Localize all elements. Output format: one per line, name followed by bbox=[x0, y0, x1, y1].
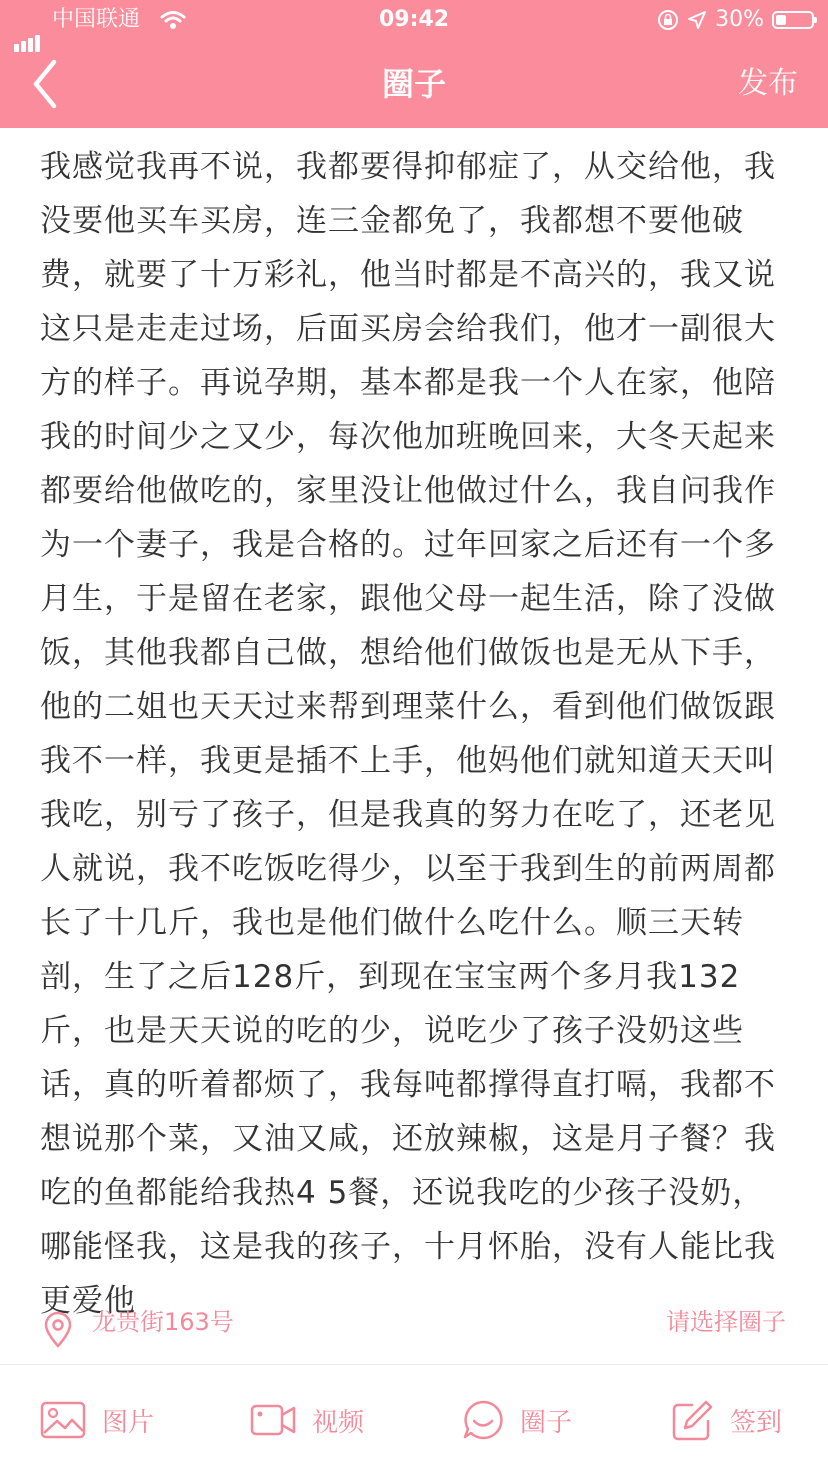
status-bar bbox=[0, 0, 828, 40]
post-text-area[interactable]: 我感觉我再不说，我都要得抑郁症了，从交给他，我没要他买车买房，连三金都免了，我都想不要他破费，就要了十万彩礼，他当时都是不高兴的，我又说这只是走走过场，后面买房会给我们，他才一副很大方的样子。再说孕期，基本都是我一个人在家，他陪我的时间少之又少，每次他加班晚回来，大冬天起来都要给他做吃的，家里没让他做过什么，我自问我作为一个妻子，我是合格的。过年回家之后还有一个多月生，于是留在老家，跟他父母一起生活，除了没做饭，其他我都自己做，想给他们做饭也是无从下手，他的二姐也天天过来帮到理菜什么，看到他们做饭跟我不一样，我更是插不上手，他妈他们就知道天天叫我吃，别亏了孩子，但是我真的努力在吃了，还老见人就说，我不吃饭吃得少，以至于我到生的前两周都长了十几斤，我也是他们做什么吃什么。顺三天转剖，生了之后128斤，到现在宝宝两个多月我132斤，也是天天说的吃的少，说吃少了孩子没奶这些话，真的听着都烦了，我每吨都撑得直打嗝，我都不想说那个菜，又油又咸，还放辣椒，这是月子餐？我吃的鱼都能给我热4 5餐，还说我吃的少孩子没奶，哪能怪我，这是我的孩子，十月怀胎，没有人能比我更爱他 bbox=[40, 149, 776, 1319]
circle-label: 圈子 bbox=[520, 1407, 573, 1438]
image-button[interactable] bbox=[40, 1395, 154, 1445]
video-button[interactable] bbox=[250, 1395, 364, 1445]
status-time: 09:42 bbox=[378, 7, 450, 32]
circle-button[interactable] bbox=[462, 1395, 572, 1445]
location-row bbox=[0, 1296, 828, 1365]
select-circle-link[interactable]: 请选择圈子 bbox=[666, 1308, 786, 1336]
location-text[interactable]: 龙贵街163号 bbox=[92, 1308, 234, 1336]
top-header bbox=[0, 0, 828, 128]
nav-bar bbox=[0, 40, 828, 128]
edit-checkin-icon bbox=[672, 1399, 714, 1441]
battery-percent: 30% bbox=[715, 7, 764, 32]
publish-button[interactable]: 发布 bbox=[738, 66, 798, 101]
status-right-group bbox=[657, 0, 814, 40]
checkin-label: 签到 bbox=[730, 1407, 783, 1438]
checkin-button[interactable] bbox=[672, 1395, 782, 1445]
bottom-toolbar bbox=[0, 1365, 828, 1472]
back-button[interactable] bbox=[24, 54, 68, 114]
circle-chat-icon bbox=[462, 1399, 504, 1441]
rotation-lock-icon bbox=[657, 9, 679, 31]
image-icon bbox=[40, 1401, 86, 1439]
video-icon bbox=[250, 1402, 296, 1438]
battery-icon bbox=[772, 11, 814, 29]
location-pin-icon bbox=[42, 1312, 74, 1348]
battery-level bbox=[776, 15, 786, 25]
page-title: 圈子 bbox=[381, 65, 446, 103]
location-arrow-icon bbox=[687, 10, 707, 30]
carrier-name: 中国联通 bbox=[52, 7, 141, 32]
image-label: 图片 bbox=[102, 1407, 155, 1438]
video-label: 视频 bbox=[312, 1407, 365, 1438]
